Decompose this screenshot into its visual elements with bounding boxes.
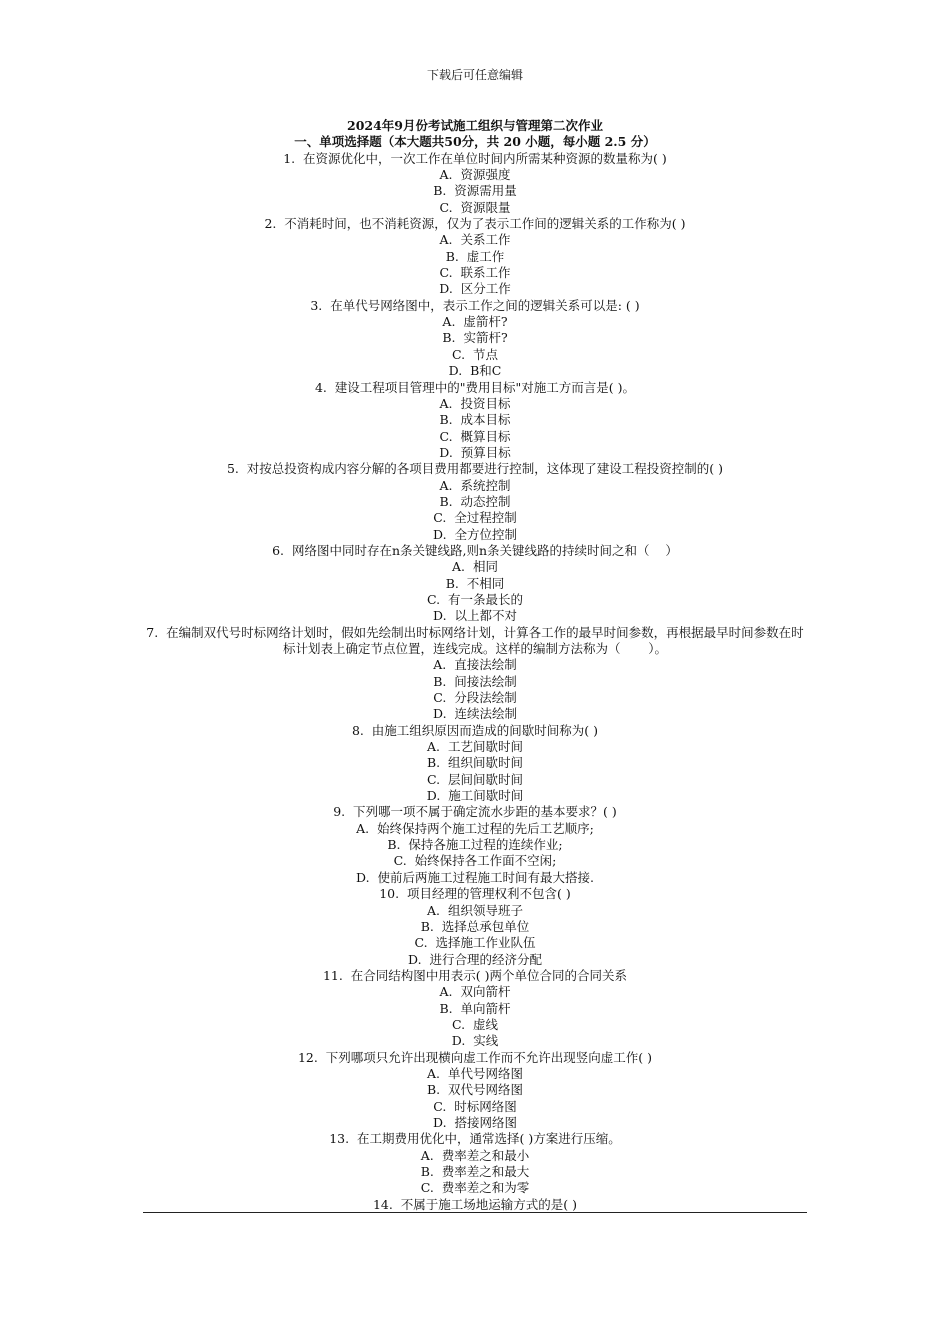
answer-option: A. 组织领导班子 (427, 902, 523, 918)
answer-option: C. 选择施工作业队伍 (414, 935, 536, 951)
answer-option: B. 双代号网络图 (426, 1082, 524, 1098)
question-text: 8. 由施工组织原因而造成的间歇时间称为( ) (351, 722, 599, 738)
answer-option: D. 使前后两施工过程施工时间有最大搭接. (356, 869, 594, 885)
answer-option: C. 有一条最长的 (426, 591, 524, 607)
answer-option: B. 资源需用量 (433, 183, 517, 199)
question-block (143, 1050, 807, 1132)
answer-option: D. 搭接网络图 (433, 1114, 517, 1130)
answer-option: B. 实箭杆? (442, 330, 508, 346)
question-block (143, 216, 807, 298)
answer-option: A. 始终保持两个施工过程的先后工艺顺序; (356, 820, 594, 836)
answer-option: D. 区分工作 (439, 281, 511, 297)
answer-option: A. 虚箭杆? (442, 314, 508, 330)
answer-option: D. 全方位控制 (433, 526, 517, 542)
answer-option: B. 虚工作 (445, 248, 505, 264)
question-block (143, 1131, 807, 1196)
answer-option: D. 实线 (451, 1033, 499, 1049)
answer-option: C. 全过程控制 (433, 510, 517, 526)
answer-option: B. 动态控制 (439, 493, 511, 509)
question-block (143, 380, 807, 462)
question-list (143, 151, 807, 1213)
answer-option: D. 进行合理的经济分配 (408, 951, 542, 967)
question-text: 10. 项目经理的管理权利不包含( ) (379, 886, 571, 902)
answer-option: A. 投资目标 (439, 395, 511, 411)
question-text: 14. 不属于施工场地运输方式的是( ) (372, 1196, 578, 1212)
answer-option: B. 间接法绘制 (433, 673, 517, 689)
document-title: 2024年9月份考试施工组织与管理第二次作业 (347, 118, 603, 133)
question-block (143, 1197, 807, 1213)
question-text: 3. 在单代号网络图中，表示工作之间的逻辑关系可以是: ( ) (310, 297, 640, 313)
answer-option: B. 不相同 (445, 575, 505, 591)
answer-option: A. 工艺间歇时间 (427, 739, 523, 755)
answer-option: A. 直接法绘制 (433, 657, 517, 673)
question-block (143, 968, 807, 1050)
question-block (143, 804, 807, 886)
question-text: 2. 不消耗时间，也不消耗资源，仅为了表示工作间的逻辑关系的工作称为( ) (264, 216, 686, 232)
question-text: 11. 在合同结构图中用表示( )两个单位合同的合同关系 (322, 967, 628, 983)
answer-option: B. 费率差之和最大 (420, 1164, 530, 1179)
answer-option: A. 资源强度 (439, 167, 511, 183)
answer-option: B. 单向箭杆 (439, 1000, 511, 1016)
question-text: 6. 网络图中同时存在n条关键线路,则n条关键线路的持续时间之和（ ） (272, 542, 678, 558)
answer-option: D. 以上都不对 (433, 608, 517, 624)
answer-option: D. 连续法绘制 (433, 706, 517, 722)
answer-option: A. 双向箭杆 (439, 984, 511, 1000)
question-block (143, 723, 807, 805)
question-block (143, 461, 807, 543)
answer-option: B. 保持各施工过程的连续作业; (387, 837, 563, 853)
answer-option: B. 选择总承包单位 (420, 918, 530, 934)
answer-option: A. 相同 (452, 559, 498, 575)
question-block (143, 625, 807, 723)
answer-option: C. 层间间歇时间 (426, 771, 524, 787)
question-text: 7. 在编制双代号时标网络计划时，假如先绘制出时标网络计划，计算各工作的最早时间参数，再根据最早时间参数在时标计划表上确定节点位置，连线完成。这样的编制方法称为（ ）。 (146, 624, 804, 656)
section-heading: 一、单项选择题（本大题共50分，共 20 小题，每小题 2.5 分） (294, 134, 656, 150)
answer-option: D. 施工间歇时间 (426, 788, 524, 804)
answer-option: C. 费率差之和为零 (420, 1180, 530, 1196)
question-block (143, 298, 807, 380)
question-text: 1. 在资源优化中，一次工作在单位时间内所需某种资源的数量称为( ) (283, 150, 667, 166)
answer-option: C. 概算目标 (439, 428, 511, 444)
document-body (143, 118, 807, 1213)
answer-option: D. 预算目标 (439, 444, 511, 460)
page-bottom-rule (143, 1212, 807, 1213)
question-block (143, 151, 807, 216)
question-text: 9. 下列哪一项不属于确定流水步距的基本要求？( ) (333, 804, 617, 820)
answer-option: A. 关系工作 (439, 232, 511, 248)
answer-option: A. 费率差之和最小 (420, 1147, 530, 1163)
answer-option: C. 联系工作 (439, 265, 511, 281)
answer-option: D. B和C (448, 363, 502, 379)
answer-option: C. 分段法绘制 (433, 690, 517, 706)
question-text: 13. 在工期费用优化中，通常选择( )方案进行压缩。 (329, 1131, 621, 1147)
question-text: 12. 下列哪项只允许出现横向虚工作而不允许出现竖向虚工作( ) (297, 1049, 653, 1065)
answer-option: C. 始终保持各工作面不空闲; (393, 853, 557, 869)
answer-option: A. 单代号网络图 (427, 1065, 523, 1081)
answer-option: C. 虚线 (451, 1016, 499, 1032)
answer-option: C. 时标网络图 (433, 1098, 517, 1114)
page-header: 下载后可任意编辑 (426, 68, 523, 82)
answer-option: B. 成本目标 (439, 412, 511, 428)
question-block (143, 543, 807, 625)
question-block (143, 886, 807, 968)
answer-option: C. 资源限量 (439, 199, 511, 215)
question-text: 5. 对按总投资构成内容分解的各项目费用都要进行控制，这体现了建设工程投资控制的( ) (226, 461, 724, 477)
answer-option: A. 系统控制 (439, 477, 511, 493)
answer-option: B. 组织间歇时间 (426, 755, 524, 771)
answer-option: C. 节点 (451, 346, 499, 362)
question-text: 4. 建设工程项目管理中的"费用目标"对施工方而言是( )。 (314, 379, 636, 395)
